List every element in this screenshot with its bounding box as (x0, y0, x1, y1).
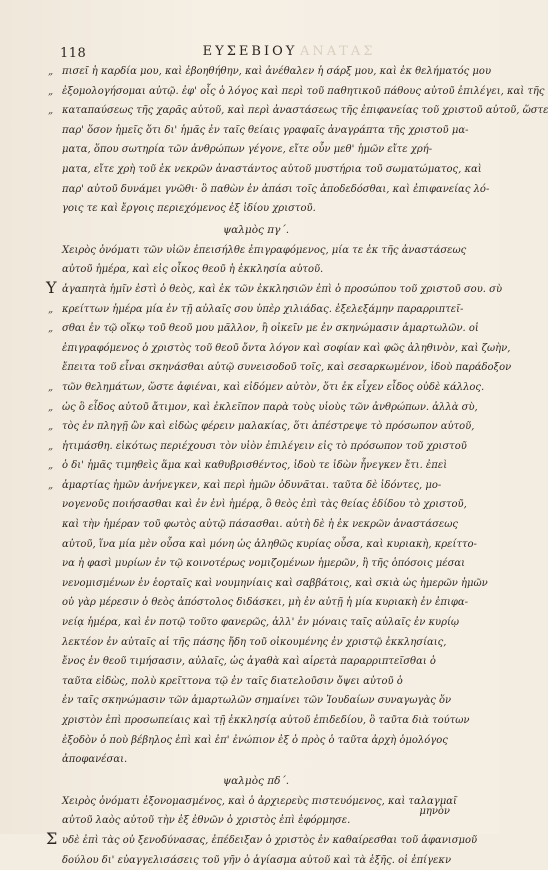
text-line (62, 180, 490, 200)
text-line (62, 811, 450, 831)
line-text: ἀποφανέσαι. (62, 754, 128, 766)
quotation-mark: „ (48, 323, 54, 335)
line-text: σθαι ἐν τῷ οἴκῳ τοῦ θεοῦ μου μᾶλλον, ἢ οἰκεῖν με ἐν σκηνώμασιν ἁμαρτωλῶν. οἱ (62, 323, 479, 335)
text-line (62, 241, 467, 261)
line-text: ψαλμὸς πδ΄. (222, 774, 290, 787)
text-line (46, 277, 503, 300)
catchword: μηνὸν (419, 806, 450, 817)
text-line (62, 851, 450, 870)
line-text: ἐξομολογήσομαι αὐτῷ. ἐφ' οἷς ὁ λόγος καὶ περὶ τοῦ παθητικοῦ πάθους αὐτοῦ ἐπιλέγει, καὶ τῆς (62, 85, 545, 97)
bleed-through-heading: ΑΝΑΤΑΣ (300, 44, 376, 59)
text-line (48, 378, 485, 398)
text-block (46, 62, 548, 870)
text-line (62, 731, 450, 751)
text-line (62, 358, 512, 378)
line-text: οὐ γὰρ μέρεσιν ὁ θεὸς ἀπόστολος διδάσκει, μὴ ἐν αὐτῇ ἡ μία κυριακὴ ἐν ἐπιφα- (62, 597, 469, 609)
line-text: αὐτοῦ ἡμέρα, καὶ εἰς οἶκος θεοῦ ἡ ἐκκλησία αὐτοῦ. (62, 264, 324, 276)
quotation-mark: „ (48, 105, 54, 117)
line-text: γοις τε καὶ ἔργοις περιεχόμενος ἐξ ἰδίου χριστοῦ. (62, 203, 316, 215)
text-line (48, 456, 450, 476)
text-line (62, 613, 460, 633)
line-text: παρ' ὅσον ἡμεῖς ὅτι δι' ἡμᾶς ἐν ταῖς θείαις γραφαῖς ἀναγράπτα τῆς χριστοῦ μα- (62, 124, 469, 136)
quotation-mark: „ (48, 381, 54, 393)
text-line (62, 339, 511, 359)
line-text: τὸς ἐν πληγῇ ὢν καὶ εἰδὼς φέρειν μαλακίας, ὅτι ἀπέστρεψε τὸ πρόσωπον αὐτοῦ, (62, 421, 475, 433)
line-text: ἐξοδὸν ὁ ποὺ βέβηλος ἐπὶ καὶ ἐπ' ἐνώπιον ἐξ ὁ πρὸς ὁ ταῦτα ἀρχὴ ὁμολόγος (62, 734, 448, 746)
text-line (62, 140, 450, 160)
initial-letter: Υ (46, 277, 57, 297)
line-text: χριστὸν ἐπὶ προσωπείαις καὶ τῇ ἐκκλησίᾳ αὐτοῦ ἐπιδεδίου, ὃ ταῦτα διὰ τούτων (62, 715, 470, 726)
text-line (48, 417, 475, 437)
line-text: ὡς ὃ εἶδος αὐτοῦ ἄτιμον, καὶ ἐκλεῖπον παρὰ τοὺς υἱοὺς τῶν ἀνθρώπων. ἀλλὰ σὺ, (62, 401, 478, 413)
text-line (62, 711, 470, 731)
text-line (62, 495, 467, 515)
line-text: Χειρὸς ὀνόματι τῶν υἱῶν ἐπεισήλθε ἐπιγραφόμενος, μία τε ἐκ τῆς ἀναστάσεως (62, 244, 467, 256)
text-line (48, 300, 464, 320)
line-text: νενομισμένων ἐν ἑορταῖς καὶ νουμηνίαις καὶ σαββάτοις, καὶ σκιὰ ὡς ἡμερῶν ἡμῶν (62, 577, 488, 589)
quotation-mark: „ (48, 460, 54, 472)
line-text: καὶ τὴν ἡμέραν τοῦ φωτὸς αὐτῷ πάσασθαι. αὐτὴ δὲ ἡ ἐκ νεκρῶν ἀναστάσεως (62, 519, 459, 531)
quotation-mark: „ (48, 66, 54, 77)
line-text: ἠτιμάσθη. εἰκότως περιέχουσι τὸν υἱὸν ἐπιλέγειν εἰς τὸ πρόσωπον τοῦ χριστοῦ (62, 440, 467, 452)
text-line (62, 593, 469, 613)
text-line (48, 476, 450, 496)
line-text: ἐπιγραφόμενος ὁ χριστὸς τοῦ θεοῦ ὄντα λόγον καὶ σοφίαν καὶ φῶς ἀληθινὸν, καὶ ζωὴν, (62, 342, 511, 354)
line-text: λεκτέον ἐν αὐταῖς αἱ τῆς πάσης ἤδη τοῦ οἰκουμένης ἐν χριστῷ ἐκκλησίαις, (62, 636, 447, 648)
line-text: ἁμαρτίας ἡμῶν ἀνήνεγκεν, καὶ περὶ ἡμῶν ὀδυνᾶται. ταῦτα δὲ ἰδόντες, μο- (62, 479, 442, 491)
quotation-mark: „ (48, 85, 54, 97)
line-text: καταπαύσεως τῆς χαρᾶς αὐτοῦ, καὶ περὶ ἀναστάσεως τῆς ἐπιφανείας τοῦ χριστοῦ αὐτοῦ, ὥστε (62, 105, 548, 117)
text-line (62, 691, 450, 711)
line-text: υδὲ ἐπὶ τὰς οὐ ξενοδύνασας, ἐπέδειξαν ὁ χριστὸς ἐν καθαίρεσθαι τοῦ ἀφανισμοῦ (62, 834, 478, 846)
quotation-mark: „ (48, 479, 54, 491)
text-line (62, 160, 482, 180)
text-line (62, 633, 450, 653)
quotation-mark: „ (48, 303, 54, 315)
text-line (62, 554, 466, 574)
page-number: 118 (60, 46, 87, 61)
quotation-mark: „ (48, 421, 54, 433)
line-text: ἔπειτα τοῦ εἶναι σκηνάσθαι αὐτῷ συνεισοδοῦ τοῖς, καὶ σεσαρκωμένον, ἰδοὺ παράδοξον (62, 362, 512, 374)
line-text: ταῦτα εἰδὼς, πολὺ κρεῖττονα τῷ ἐν ταῖς διατελοῦσιν ὄψει αὐτοῦ ὁ (62, 675, 403, 687)
line-text: Χειρὸς ὀνόματι ἐξονομασμένος, καὶ ὁ ἀρχιερεὺς πιστευόμενος, καὶ ταλαγμαῖ (62, 795, 457, 807)
text-line (48, 398, 478, 418)
line-text: ἀγαπητὰ ἡμῖν ἐστὶ ὁ θεὸς, καὶ ἐκ τῶν ἐκκλησιῶν ἐπὶ ὁ προσώπου τοῦ χριστοῦ σου. σὺ (62, 283, 503, 295)
line-text: αὐτοῦ λαὸς αὐτοῦ τὴν ἐξ ἐθνῶν ὁ χριστὸς ἐπὶ ἐφόρμησε. (62, 815, 351, 827)
psalm-heading (62, 770, 450, 792)
line-text: ἐν ταῖς σκηνώμασιν τῶν ἁμαρτωλῶν σημαίνει τῶν Ἰουδαίων συναγωγὰς ὅν (62, 695, 452, 707)
initial-letter: Σ (46, 828, 58, 848)
line-text: ματα, ὅπου σωτηρία τῶν ἀνθρώπων γέγονε, εἴτε οὖν μεθ' ἡμῶν εἴτε χρή- (62, 144, 433, 156)
text-line (62, 672, 450, 692)
text-line (48, 82, 545, 102)
text-line (62, 199, 450, 219)
line-text: κρείττων ἡμέρα μία ἐν τῇ αὐλαῖς σου ὑπὲρ χιλιάδας. ἐξελεξάμην παραρριπτεῖ- (62, 303, 464, 315)
line-text: αὐτοῦ, ἵνα μία μὲν οὖσα καὶ μόνη ὡς ἀληθῶς κυρίας οὖσα, καὶ κυριακὴ, κρείττο- (62, 538, 477, 550)
line-text: πισεῖ ἡ καρδία μου, καὶ ἐβοηθήθην, καὶ ἀνέθαλεν ἡ σάρξ μου, καὶ ἐκ θελήματός μου (62, 66, 492, 77)
text-line (62, 750, 450, 770)
line-text: νογενοῦς ποιήσασθαι καὶ ἐν ἐνὶ ἡμέρᾳ, ὃ θεὸς ἐπὶ τὰς θείας ἐδίδου τὸ χριστοῦ, (62, 499, 467, 511)
line-text: ψαλμὸς πγ΄. (222, 223, 290, 236)
line-text: ὁ δι' ἡμᾶς τιμηθεὶς ἅμα καὶ καθυβρισθέντος, ἰδοὺ τε ἰδὼν ἦνεγκεν ἔτι. ἐπεὶ (62, 460, 448, 472)
text-line (62, 121, 469, 141)
text-line (48, 101, 548, 121)
text-line (62, 792, 457, 812)
line-text: να ἡ φασὶ μυρίων ἐν τῷ κοινοτέρως νομιζομένων ἡμερῶν, ἢ τῆς ὁπόσοις μέσαι (62, 558, 466, 570)
quotation-mark: „ (48, 401, 54, 413)
line-text: δούλου δι' εὐαγγελισάσεις τοῦ γῆν ὁ ἁγίασμα αὐτοῦ καὶ τὰ ἑξῆς. οἱ ἐπίγεκν (62, 854, 452, 866)
line-text: παρ' αὐτοῦ δυνάμει γνῶθι· ὃ παθὼν ἐν ἀπάσι τοῖς ἀποδεδόσθαι, καὶ ἐπιφανείας λό- (62, 183, 490, 195)
text-line (48, 437, 467, 457)
running-head: ΕΥΣΕΒΙΟΥ (202, 44, 298, 59)
psalm-heading (62, 219, 450, 241)
text-line (62, 652, 450, 672)
text-line (48, 319, 479, 339)
line-text: ἔνος ἐν θεοῦ τιμήσασιν, αὐλαῖς, ὡς ἀγαθὰ καὶ αἱρετὰ παραρριπτεῖσθαι ὁ (62, 656, 436, 668)
line-text: νείᾳ ἡμέρα, καὶ ἐν ποτῷ τοῦτο φανερῶς, ἀλλ' ἐν μόναις ταῖς αὐλαῖς ἐν κυρίῳ (62, 617, 460, 629)
text-line (48, 62, 492, 82)
quotation-mark: „ (48, 440, 54, 452)
text-line (46, 828, 478, 851)
text-line (62, 515, 459, 535)
line-text: ματα, εἴτε χρὴ τοῦ ἐκ νεκρῶν ἀναστάντος αὐτοῦ μυστήρια τοῦ σωματώματος, καὶ (62, 163, 482, 175)
text-line (62, 535, 477, 555)
text-line (62, 260, 450, 280)
line-text: τῶν θελημάτων, ὥστε ἀφιέναι, καὶ εἰδόμεν αὐτὸν, ὅτι ἐκ εἶχεν εἶδος οὐδὲ κάλλος. (62, 381, 485, 393)
text-line (62, 574, 488, 594)
